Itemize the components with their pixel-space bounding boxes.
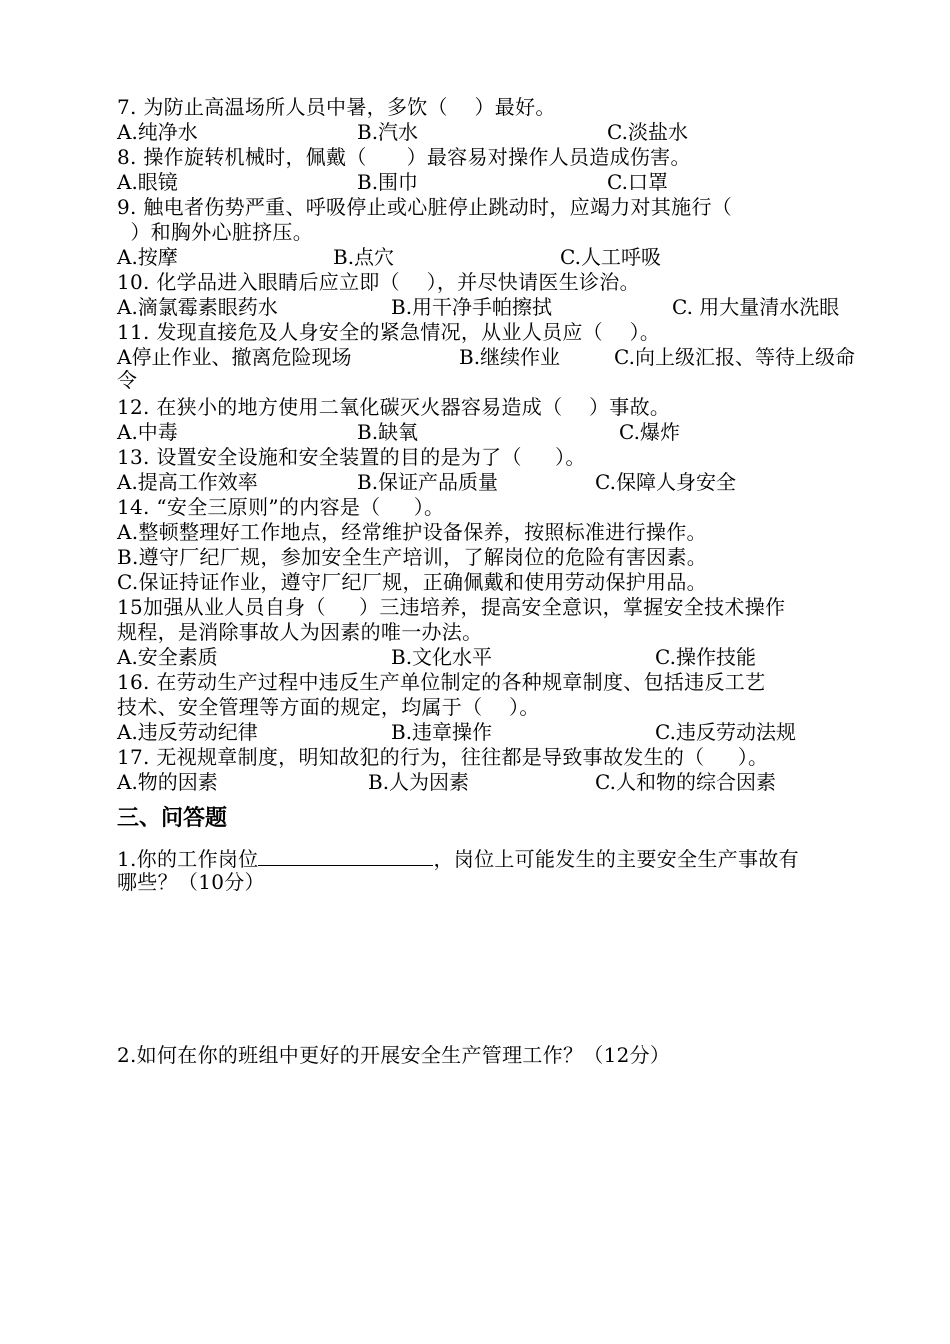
essay-question-2: 2.如何在你的班组中更好的开展安全生产管理工作？（12分） [117, 1043, 671, 1067]
q13-option-b: B.保证产品质量 [357, 470, 499, 494]
question-11: 11. 发现直接危及人身安全的紧急情况，从业人员应（ ）。 [117, 320, 661, 344]
q15-option-b: B.文化水平 [391, 645, 493, 669]
q12-option-a: A.中毒 [117, 420, 178, 444]
q8-option-a: A.眼镜 [117, 170, 178, 194]
q16-option-b: B.违章操作 [391, 720, 493, 744]
question-12: 12. 在狭小的地方使用二氧化碳灭火器容易造成（ ）事故。 [117, 395, 671, 419]
q10-option-b: B.用干净手帕擦拭 [391, 295, 553, 319]
essay-question-1-cont: 哪些？（10分） [117, 870, 265, 894]
q14-option-c: C.保证持证作业，遵守厂纪厂规，正确佩戴和使用劳动保护用品。 [117, 570, 707, 594]
q17-option-c: C.人和物的综合因素 [595, 770, 776, 794]
essay-question-1 [117, 845, 799, 872]
q12-option-c: C.爆炸 [619, 420, 680, 444]
essay-q1-prefix: 1.你的工作岗位 [117, 847, 259, 871]
q7-option-b: B.汽水 [357, 120, 419, 144]
question-15: 15加强从业人员自身（ ）三违培养，提高安全意识，掌握安全技术操作 [117, 595, 786, 619]
question-9: 9. 触电者伤势严重、呼吸停止或心脏停止跳动时，应竭力对其施行（ [117, 195, 733, 219]
question-14: 14. “安全三原则”的内容是（ ）。 [117, 495, 445, 519]
q17-option-a: A.物的因素 [117, 770, 218, 794]
q13-option-c: C.保障人身安全 [595, 470, 736, 494]
q15-option-a: A.安全素质 [117, 645, 218, 669]
q11-option-c-cont: 令 [117, 368, 137, 392]
q10-option-c: C. 用大量清水洗眼 [672, 295, 840, 319]
q11-option-b: B.继续作业 [459, 345, 561, 369]
question-9-cont: ）和胸外心脏挤压。 [117, 220, 314, 244]
q11-option-a: A停止作业、撤离危险现场 [117, 345, 352, 369]
q7-option-a: A.纯净水 [117, 120, 198, 144]
q9-option-c: C.人工呼吸 [560, 245, 661, 269]
question-16: 16. 在劳动生产过程中违反生产单位制定的各种规章制度、包括违反工艺 [117, 670, 766, 694]
question-10: 10. 化学品进入眼睛后应立即（ ），并尽快请医生诊治。 [117, 270, 640, 294]
q17-option-b: B.人为因素 [368, 770, 470, 794]
q11-option-c: C.向上级汇报、等待上级命 [614, 345, 855, 369]
question-13: 13. 设置安全设施和安全装置的目的是为了（ ）。 [117, 445, 586, 469]
q8-option-c: C.口罩 [607, 170, 668, 194]
q8-option-b: B.围巾 [357, 170, 419, 194]
q10-option-a: A.滴氯霉素眼药水 [117, 295, 278, 319]
question-17: 17. 无视规章制度，明知故犯的行为，往往都是导致事故发生的（ ）。 [117, 745, 769, 769]
question-15-cont: 规程，是消除事故人为因素的唯一办法。 [117, 620, 483, 644]
answer-blank [258, 845, 433, 866]
q7-option-c: C.淡盐水 [607, 120, 688, 144]
question-7: 7. 为防止高温场所人员中暑，多饮（ ）最好。 [117, 95, 556, 119]
q15-option-c: C.操作技能 [655, 645, 756, 669]
q13-option-a: A.提高工作效率 [117, 470, 258, 494]
q9-option-a: A.按摩 [117, 245, 178, 269]
q14-option-b: B.遵守厂纪厂规，参加安全生产培训，了解岗位的危险有害因素。 [117, 545, 708, 569]
question-8: 8. 操作旋转机械时，佩戴（ ）最容易对操作人员造成伤害。 [117, 145, 691, 169]
q14-option-a: A.整顿整理好工作地点，经常维护设备保养，按照标准进行操作。 [117, 520, 707, 544]
essay-q1-suffix: ，岗位上可能发生的主要安全生产事故有 [433, 847, 799, 871]
q16-option-a: A.违反劳动纪律 [117, 720, 258, 744]
question-16-cont: 技术、安全管理等方面的规定，均属于（ ）。 [117, 695, 540, 719]
q16-option-c: C.违反劳动法规 [655, 720, 796, 744]
q12-option-b: B.缺氧 [357, 420, 419, 444]
q9-option-b: B.点穴 [333, 245, 395, 269]
section-title: 三、问答题 [117, 806, 228, 831]
